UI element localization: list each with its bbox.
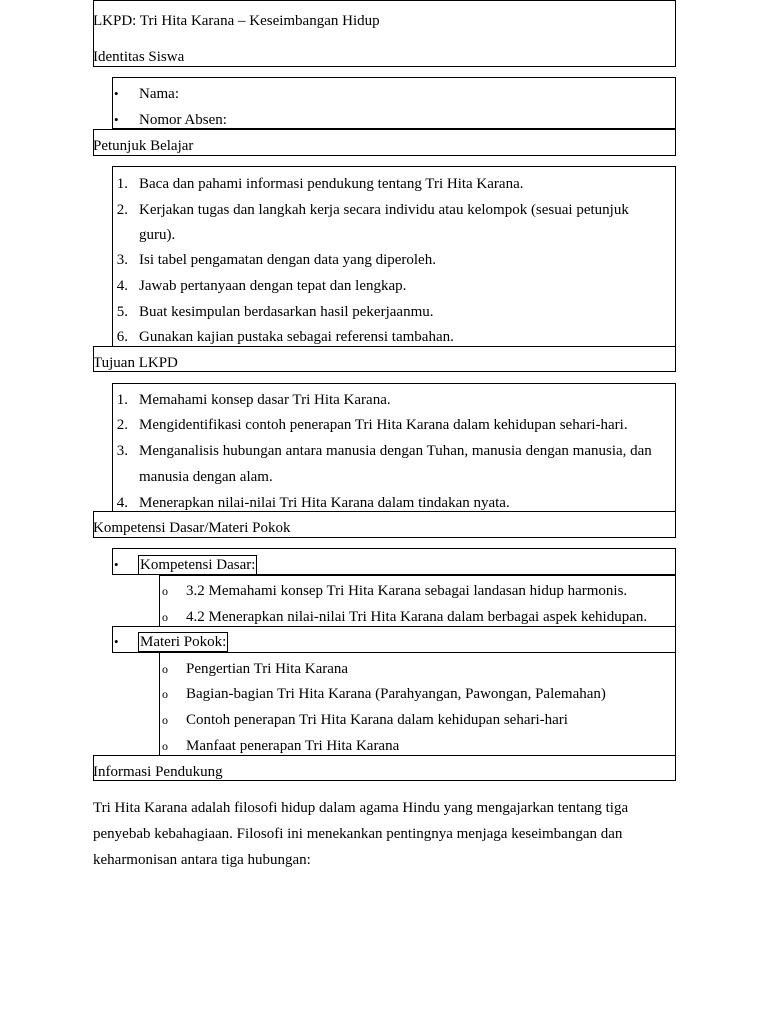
- sub-bullet-glyph: o: [162, 610, 168, 624]
- bullet-glyph: •: [114, 557, 119, 572]
- sub-bullet-glyph: o: [162, 584, 168, 598]
- sub-bullet-glyph: o: [162, 687, 168, 701]
- kompetensi-heading: Kompetensi Dasar/Materi Pokok: [93, 520, 291, 536]
- tujuan-heading: Tujuan LKPD: [93, 355, 178, 371]
- tujuan-heading-box: [93, 346, 676, 372]
- mp-label: Materi Pokok:: [140, 634, 227, 650]
- field-absen-label: Nomor Absen:: [139, 112, 227, 128]
- paragraph-line: Tri Hita Karana adalah filosofi hidup dalam agama Hindu yang mengajarkan tentang tiga: [93, 800, 629, 816]
- field-nama-label: Nama:: [139, 86, 179, 102]
- kd-label: Kompetensi Dasar:: [140, 557, 256, 573]
- petunjuk-heading: Petunjuk Belajar: [93, 138, 194, 154]
- bullet-glyph: •: [114, 86, 119, 101]
- bullet-glyph: •: [114, 634, 119, 649]
- sub-bullet-glyph: o: [162, 662, 168, 676]
- sub-bullet-glyph: o: [162, 739, 168, 753]
- informasi-heading: Informasi Pendukung: [93, 764, 223, 780]
- bullet-glyph: •: [114, 112, 119, 127]
- identitas-heading: Identitas Siswa: [93, 49, 185, 65]
- sub-bullet-glyph: o: [162, 713, 168, 727]
- paragraph-line: keharmonisan antara tiga hubungan:: [93, 852, 311, 868]
- informasi-paragraph: [93, 795, 673, 873]
- page-title: LKPD: Tri Hita Karana – Keseimbangan Hidup: [93, 13, 380, 29]
- paragraph-line: penyebab kebahagiaan. Filosofi ini menekankan pentingnya menjaga keseimbangan dan: [93, 826, 623, 842]
